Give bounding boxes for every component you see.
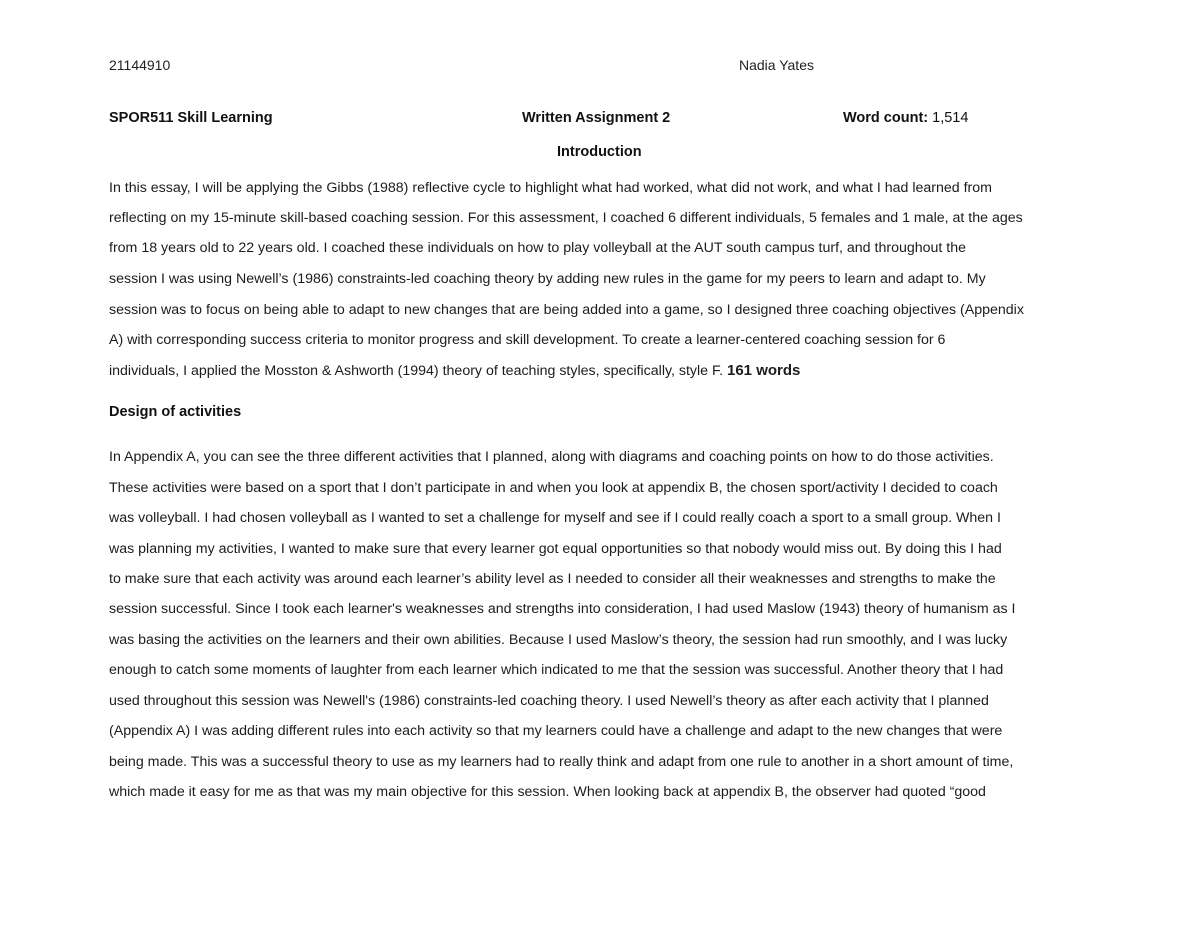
student-id: 21144910 [109,57,171,73]
design-line: to make sure that each activity was around each learner’s ability level as I needed to consider all their weaknesses and strengths to make the [109,571,996,587]
intro-line: individuals, I applied the Mosston & Ashworth (1994) theory of teaching styles, specifically, style F. [109,363,724,379]
intro-line: A) with corresponding success criteria to monitor progress and skill development. To create a learner-centered coaching session for 6 [109,332,946,348]
intro-last-line [109,361,800,381]
author-name: Nadia Yates [739,57,814,73]
section-word-count: 161 words [727,362,801,379]
intro-line: reflecting on my 15-minute skill-based coaching session. For this assessment, I coached 6 different individuals, 5 females and 1 male, at the ages [109,210,1023,226]
design-line: used throughout this session was Newell's (1986) constraints-led coaching theory. I used Newell’s theory as after each activity that I planned [109,693,989,709]
assignment-title: Written Assignment 2 [522,110,671,126]
design-of-activities-paragraph [109,447,1099,807]
intro-line: session was to focus on being able to adapt to new changes that are being added into a game, so I designed three coaching objectives (Appendix [109,302,1024,318]
design-line: enough to catch some moments of laughter from each learner which indicated to me that the session was successful. Another theory that I had [109,662,1004,678]
intro-line: session I was using Newell’s (1986) constraints-led coaching theory by adding new rules in the game for my peers to learn and adapt to. My [109,271,986,287]
course-title: SPOR511 Skill Learning [109,110,273,126]
intro-line: In this essay, I will be applying the Gibbs (1988) reflective cycle to highlight what had worked, what did not work, and what I had learned from [109,180,992,196]
word-count-value: 1,514 [932,110,969,126]
design-line: (Appendix A) I was adding different rules into each activity so that my learners could have a challenge and adapt to the new changes that were [109,723,1003,739]
design-line: was planning my activities, I wanted to make sure that every learner got equal opportunities so that nobody would miss out. By doing this I had [109,541,1002,557]
design-line: which made it easy for me as that was my main objective for this session. When looking back at appendix B, the observer had quoted “good [109,784,986,800]
design-line: being made. This was a successful theory to use as my learners had to really think and adapt from one rule to another in a short amount of time, [109,754,1014,770]
design-line: was basing the activities on the learners and their own abilities. Because I used Maslow’s theory, the session had run smoothly, and I was lucky [109,632,1008,648]
word-count [843,110,968,126]
intro-line: from 18 years old to 22 years old. I coached these individuals on how to play volleyball at the AUT south campus turf, and throughout the [109,240,967,256]
design-line: session successful. Since I took each learner's weaknesses and strengths into consideration, I had used Maslow (1943) theory of humanism as I [109,601,1016,617]
word-count-label: Word count: [843,110,929,126]
design-line: In Appendix A, you can see the three different activities that I planned, along with diagrams and coaching points on how to do those activities. [109,449,994,465]
design-line: These activities were based on a sport that I don’t participate in and when you look at appendix B, the chosen sport/activity I decided to coach [109,480,998,496]
design-of-activities-heading: Design of activities [109,404,242,420]
introduction-paragraph [109,178,1099,393]
introduction-heading: Introduction [557,144,642,160]
design-line: was volleyball. I had chosen volleyball as I wanted to set a challenge for myself and see if I could really coach a sport to a small group. When I [109,510,1001,526]
